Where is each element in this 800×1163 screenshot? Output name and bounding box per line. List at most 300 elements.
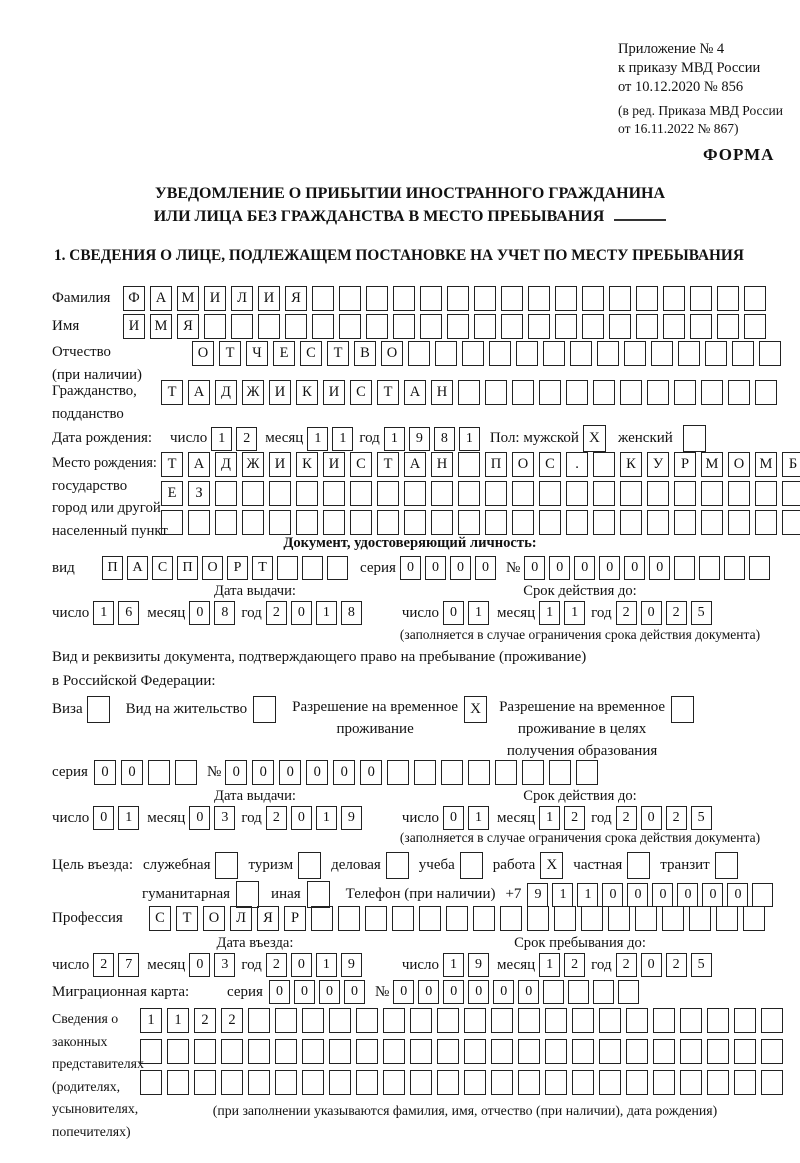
- form-cell[interactable]: [620, 380, 642, 405]
- form-cell[interactable]: [175, 760, 197, 785]
- form-cell[interactable]: 0: [574, 556, 595, 580]
- form-cell[interactable]: 0: [425, 556, 446, 580]
- form-cell[interactable]: И: [269, 380, 291, 405]
- form-cell[interactable]: 0: [624, 556, 645, 580]
- form-cell[interactable]: [749, 556, 770, 580]
- form-cell[interactable]: [572, 1039, 594, 1064]
- form-cell[interactable]: [599, 1008, 621, 1033]
- form-cell[interactable]: [743, 906, 765, 931]
- form-cell[interactable]: [485, 510, 507, 535]
- form-cell[interactable]: [327, 556, 348, 580]
- form-cell[interactable]: 0: [344, 980, 365, 1004]
- form-cell[interactable]: 0: [291, 806, 312, 830]
- form-cell[interactable]: [435, 341, 457, 366]
- form-cell[interactable]: 1: [443, 953, 464, 977]
- form-cell[interactable]: [495, 760, 517, 785]
- form-cell[interactable]: Я: [257, 906, 279, 931]
- form-cell[interactable]: 2: [666, 953, 687, 977]
- form-cell[interactable]: 0: [443, 806, 464, 830]
- form-cell[interactable]: 0: [677, 883, 698, 907]
- form-cell[interactable]: [518, 1008, 540, 1033]
- form-cell[interactable]: [755, 380, 777, 405]
- form-cell[interactable]: 2: [616, 601, 637, 625]
- form-cell[interactable]: И: [258, 286, 280, 311]
- form-cell[interactable]: 2: [616, 806, 637, 830]
- sex-female-checkbox[interactable]: [683, 425, 706, 452]
- form-cell[interactable]: [624, 341, 646, 366]
- form-cell[interactable]: [410, 1008, 432, 1033]
- form-cell[interactable]: 1: [468, 806, 489, 830]
- form-cell[interactable]: 0: [400, 556, 421, 580]
- form-cell[interactable]: [420, 286, 442, 311]
- form-cell[interactable]: [555, 286, 577, 311]
- purpose-rabota-checkbox[interactable]: X: [540, 852, 563, 879]
- form-cell[interactable]: Т: [377, 380, 399, 405]
- form-cell[interactable]: [462, 341, 484, 366]
- form-cell[interactable]: [458, 481, 480, 506]
- form-cell[interactable]: [782, 510, 800, 535]
- form-cell[interactable]: [221, 1039, 243, 1064]
- form-cell[interactable]: [543, 980, 564, 1004]
- form-cell[interactable]: 0: [225, 760, 247, 785]
- form-cell[interactable]: [734, 1039, 756, 1064]
- form-cell[interactable]: О: [512, 452, 534, 477]
- form-cell[interactable]: Д: [215, 452, 237, 477]
- form-cell[interactable]: 0: [269, 980, 290, 1004]
- form-cell[interactable]: [489, 341, 511, 366]
- form-cell[interactable]: [572, 1008, 594, 1033]
- purpose-turizm-checkbox[interactable]: [298, 852, 321, 879]
- form-cell[interactable]: Я: [177, 314, 199, 339]
- form-cell[interactable]: [242, 510, 264, 535]
- form-cell[interactable]: 0: [602, 883, 623, 907]
- form-cell[interactable]: 9: [527, 883, 548, 907]
- form-cell[interactable]: [539, 380, 561, 405]
- form-cell[interactable]: 6: [118, 601, 139, 625]
- form-cell[interactable]: [485, 380, 507, 405]
- form-cell[interactable]: Ф: [123, 286, 145, 311]
- form-cell[interactable]: [626, 1070, 648, 1095]
- form-cell[interactable]: [323, 510, 345, 535]
- form-cell[interactable]: [527, 906, 549, 931]
- form-cell[interactable]: Н: [431, 380, 453, 405]
- form-cell[interactable]: [518, 1039, 540, 1064]
- form-cell[interactable]: [365, 906, 387, 931]
- form-cell[interactable]: [599, 1039, 621, 1064]
- form-cell[interactable]: 9: [468, 953, 489, 977]
- form-cell[interactable]: 1: [539, 601, 560, 625]
- form-cell[interactable]: 1: [316, 601, 337, 625]
- form-cell[interactable]: У: [647, 452, 669, 477]
- form-cell[interactable]: [663, 314, 685, 339]
- form-cell[interactable]: А: [404, 380, 426, 405]
- form-cell[interactable]: [311, 906, 333, 931]
- form-cell[interactable]: [468, 760, 490, 785]
- form-cell[interactable]: 0: [641, 953, 662, 977]
- form-cell[interactable]: Ж: [242, 452, 264, 477]
- form-cell[interactable]: [653, 1039, 675, 1064]
- form-cell[interactable]: [755, 481, 777, 506]
- form-cell[interactable]: [680, 1039, 702, 1064]
- form-cell[interactable]: [473, 906, 495, 931]
- form-cell[interactable]: 0: [306, 760, 328, 785]
- form-cell[interactable]: О: [203, 906, 225, 931]
- form-cell[interactable]: [549, 760, 571, 785]
- form-cell[interactable]: Т: [377, 452, 399, 477]
- form-cell[interactable]: [366, 314, 388, 339]
- form-cell[interactable]: [194, 1070, 216, 1095]
- form-cell[interactable]: [593, 481, 615, 506]
- form-cell[interactable]: И: [123, 314, 145, 339]
- form-cell[interactable]: [707, 1008, 729, 1033]
- form-cell[interactable]: 2: [666, 806, 687, 830]
- form-cell[interactable]: [204, 314, 226, 339]
- form-cell[interactable]: 0: [450, 556, 471, 580]
- form-cell[interactable]: 0: [189, 806, 210, 830]
- form-cell[interactable]: [593, 510, 615, 535]
- form-cell[interactable]: [446, 906, 468, 931]
- form-cell[interactable]: П: [485, 452, 507, 477]
- form-cell[interactable]: 5: [691, 953, 712, 977]
- form-cell[interactable]: 0: [393, 980, 414, 1004]
- form-cell[interactable]: [377, 510, 399, 535]
- form-cell[interactable]: [285, 314, 307, 339]
- form-cell[interactable]: 0: [549, 556, 570, 580]
- form-cell[interactable]: 2: [266, 806, 287, 830]
- form-cell[interactable]: [528, 314, 550, 339]
- form-cell[interactable]: [528, 286, 550, 311]
- form-cell[interactable]: А: [188, 380, 210, 405]
- form-cell[interactable]: 0: [641, 601, 662, 625]
- form-cell[interactable]: [570, 341, 592, 366]
- form-cell[interactable]: [500, 906, 522, 931]
- form-cell[interactable]: [323, 481, 345, 506]
- form-cell[interactable]: [701, 380, 723, 405]
- form-cell[interactable]: 0: [93, 806, 114, 830]
- form-cell[interactable]: [626, 1039, 648, 1064]
- purpose-delovaya-checkbox[interactable]: [386, 852, 409, 879]
- form-cell[interactable]: [593, 980, 614, 1004]
- form-cell[interactable]: [338, 906, 360, 931]
- form-cell[interactable]: 1: [93, 601, 114, 625]
- form-cell[interactable]: [674, 556, 695, 580]
- form-cell[interactable]: 2: [564, 953, 585, 977]
- form-cell[interactable]: [653, 1070, 675, 1095]
- form-cell[interactable]: Е: [273, 341, 295, 366]
- form-cell[interactable]: [408, 341, 430, 366]
- form-cell[interactable]: [545, 1039, 567, 1064]
- form-cell[interactable]: [635, 906, 657, 931]
- form-cell[interactable]: [512, 380, 534, 405]
- form-cell[interactable]: [674, 481, 696, 506]
- form-cell[interactable]: [516, 341, 538, 366]
- form-cell[interactable]: [312, 286, 334, 311]
- form-cell[interactable]: [296, 481, 318, 506]
- form-cell[interactable]: [329, 1039, 351, 1064]
- form-cell[interactable]: [734, 1070, 756, 1095]
- form-cell[interactable]: Р: [227, 556, 248, 580]
- form-cell[interactable]: 1: [539, 953, 560, 977]
- form-cell[interactable]: [705, 341, 727, 366]
- form-cell[interactable]: 1: [211, 427, 232, 451]
- form-cell[interactable]: О: [202, 556, 223, 580]
- form-cell[interactable]: 0: [518, 980, 539, 1004]
- form-cell[interactable]: 7: [118, 953, 139, 977]
- form-cell[interactable]: [512, 510, 534, 535]
- form-cell[interactable]: К: [296, 380, 318, 405]
- form-cell[interactable]: 1: [167, 1008, 189, 1033]
- form-cell[interactable]: [419, 906, 441, 931]
- form-cell[interactable]: П: [177, 556, 198, 580]
- form-cell[interactable]: [593, 452, 615, 477]
- form-cell[interactable]: [329, 1008, 351, 1033]
- form-cell[interactable]: 2: [666, 601, 687, 625]
- purpose-ucheba-checkbox[interactable]: [460, 852, 483, 879]
- form-cell[interactable]: 0: [599, 556, 620, 580]
- form-cell[interactable]: 0: [727, 883, 748, 907]
- form-cell[interactable]: А: [404, 452, 426, 477]
- form-cell[interactable]: [140, 1039, 162, 1064]
- form-cell[interactable]: С: [539, 452, 561, 477]
- form-cell[interactable]: [626, 1008, 648, 1033]
- form-cell[interactable]: Я: [285, 286, 307, 311]
- form-cell[interactable]: [161, 510, 183, 535]
- form-cell[interactable]: Т: [161, 452, 183, 477]
- form-cell[interactable]: [707, 1039, 729, 1064]
- form-cell[interactable]: 2: [221, 1008, 243, 1033]
- form-cell[interactable]: [759, 341, 781, 366]
- form-cell[interactable]: [717, 314, 739, 339]
- form-cell[interactable]: [734, 1008, 756, 1033]
- form-cell[interactable]: [599, 1070, 621, 1095]
- form-cell[interactable]: Л: [231, 286, 253, 311]
- form-cell[interactable]: [339, 314, 361, 339]
- form-cell[interactable]: [582, 314, 604, 339]
- form-cell[interactable]: [680, 1070, 702, 1095]
- form-cell[interactable]: [566, 481, 588, 506]
- form-cell[interactable]: [620, 481, 642, 506]
- form-cell[interactable]: 0: [443, 980, 464, 1004]
- form-cell[interactable]: [674, 510, 696, 535]
- form-cell[interactable]: [242, 481, 264, 506]
- form-cell[interactable]: [732, 341, 754, 366]
- form-cell[interactable]: 0: [319, 980, 340, 1004]
- form-cell[interactable]: [663, 286, 685, 311]
- form-cell[interactable]: [716, 906, 738, 931]
- purpose-gumanitarnaya-checkbox[interactable]: [236, 881, 259, 908]
- form-cell[interactable]: [269, 510, 291, 535]
- purpose-tranzit-checkbox[interactable]: [715, 852, 738, 879]
- form-cell[interactable]: [545, 1070, 567, 1095]
- form-cell[interactable]: [647, 481, 669, 506]
- form-cell[interactable]: 0: [294, 980, 315, 1004]
- form-cell[interactable]: [724, 556, 745, 580]
- form-cell[interactable]: 0: [333, 760, 355, 785]
- form-cell[interactable]: [707, 1070, 729, 1095]
- form-cell[interactable]: [231, 314, 253, 339]
- form-cell[interactable]: [383, 1008, 405, 1033]
- form-cell[interactable]: М: [701, 452, 723, 477]
- form-cell[interactable]: [350, 481, 372, 506]
- form-cell[interactable]: [458, 380, 480, 405]
- form-cell[interactable]: [545, 1008, 567, 1033]
- form-cell[interactable]: 9: [341, 806, 362, 830]
- form-cell[interactable]: [761, 1070, 783, 1095]
- form-cell[interactable]: И: [204, 286, 226, 311]
- form-cell[interactable]: [447, 286, 469, 311]
- form-cell[interactable]: 2: [564, 806, 585, 830]
- form-cell[interactable]: 8: [434, 427, 455, 451]
- form-cell[interactable]: [647, 510, 669, 535]
- form-cell[interactable]: [329, 1070, 351, 1095]
- form-cell[interactable]: [755, 510, 777, 535]
- form-cell[interactable]: [717, 286, 739, 311]
- form-cell[interactable]: М: [755, 452, 777, 477]
- form-cell[interactable]: [609, 314, 631, 339]
- form-cell[interactable]: [248, 1039, 270, 1064]
- form-cell[interactable]: [647, 380, 669, 405]
- form-cell[interactable]: З: [188, 481, 210, 506]
- form-cell[interactable]: [258, 314, 280, 339]
- form-cell[interactable]: Е: [161, 481, 183, 506]
- form-cell[interactable]: 9: [409, 427, 430, 451]
- form-cell[interactable]: [728, 481, 750, 506]
- form-cell[interactable]: 0: [252, 760, 274, 785]
- form-cell[interactable]: [312, 314, 334, 339]
- form-cell[interactable]: [377, 481, 399, 506]
- form-cell[interactable]: [609, 286, 631, 311]
- form-cell[interactable]: 0: [189, 601, 210, 625]
- form-cell[interactable]: С: [300, 341, 322, 366]
- form-cell[interactable]: [302, 556, 323, 580]
- form-cell[interactable]: [458, 452, 480, 477]
- form-cell[interactable]: [597, 341, 619, 366]
- form-cell[interactable]: [566, 510, 588, 535]
- form-cell[interactable]: [248, 1008, 270, 1033]
- form-cell[interactable]: [576, 760, 598, 785]
- form-cell[interactable]: [275, 1008, 297, 1033]
- form-cell[interactable]: [618, 980, 639, 1004]
- form-cell[interactable]: [302, 1039, 324, 1064]
- form-cell[interactable]: Т: [176, 906, 198, 931]
- form-cell[interactable]: [437, 1039, 459, 1064]
- form-cell[interactable]: [491, 1070, 513, 1095]
- form-cell[interactable]: [701, 481, 723, 506]
- form-cell[interactable]: [356, 1008, 378, 1033]
- form-cell[interactable]: [420, 314, 442, 339]
- form-cell[interactable]: [458, 510, 480, 535]
- form-cell[interactable]: [302, 1070, 324, 1095]
- form-cell[interactable]: 0: [121, 760, 143, 785]
- purpose-sluzhebnaya-checkbox[interactable]: [215, 852, 238, 879]
- form-cell[interactable]: [277, 556, 298, 580]
- sex-male-checkbox[interactable]: X: [583, 425, 606, 452]
- form-cell[interactable]: [539, 481, 561, 506]
- form-cell[interactable]: [581, 906, 603, 931]
- form-cell[interactable]: 1: [332, 427, 353, 451]
- form-cell[interactable]: [356, 1039, 378, 1064]
- form-cell[interactable]: [464, 1008, 486, 1033]
- form-cell[interactable]: [752, 883, 773, 907]
- form-cell[interactable]: [572, 1070, 594, 1095]
- form-cell[interactable]: [393, 286, 415, 311]
- form-cell[interactable]: [491, 1039, 513, 1064]
- form-cell[interactable]: 1: [564, 601, 585, 625]
- form-cell[interactable]: [221, 1070, 243, 1095]
- form-cell[interactable]: [356, 1070, 378, 1095]
- form-cell[interactable]: [651, 341, 673, 366]
- form-cell[interactable]: [608, 906, 630, 931]
- form-cell[interactable]: П: [102, 556, 123, 580]
- form-cell[interactable]: Т: [161, 380, 183, 405]
- form-cell[interactable]: М: [177, 286, 199, 311]
- form-cell[interactable]: А: [188, 452, 210, 477]
- form-cell[interactable]: [437, 1008, 459, 1033]
- form-cell[interactable]: [501, 314, 523, 339]
- form-cell[interactable]: А: [127, 556, 148, 580]
- form-cell[interactable]: [148, 760, 170, 785]
- form-cell[interactable]: 0: [279, 760, 301, 785]
- form-cell[interactable]: 0: [524, 556, 545, 580]
- form-cell[interactable]: [414, 760, 436, 785]
- form-cell[interactable]: О: [381, 341, 403, 366]
- form-cell[interactable]: С: [149, 906, 171, 931]
- form-cell[interactable]: [568, 980, 589, 1004]
- form-cell[interactable]: [431, 510, 453, 535]
- form-cell[interactable]: [275, 1039, 297, 1064]
- form-cell[interactable]: И: [323, 452, 345, 477]
- form-cell[interactable]: [410, 1039, 432, 1064]
- form-cell[interactable]: М: [150, 314, 172, 339]
- form-cell[interactable]: 1: [539, 806, 560, 830]
- form-cell[interactable]: 1: [307, 427, 328, 451]
- form-cell[interactable]: 8: [214, 601, 235, 625]
- purpose-inaya-checkbox[interactable]: [307, 881, 330, 908]
- form-cell[interactable]: 0: [94, 760, 116, 785]
- form-cell[interactable]: [662, 906, 684, 931]
- form-cell[interactable]: [636, 286, 658, 311]
- form-cell[interactable]: [485, 481, 507, 506]
- form-cell[interactable]: О: [728, 452, 750, 477]
- form-cell[interactable]: [555, 314, 577, 339]
- form-cell[interactable]: С: [350, 452, 372, 477]
- form-cell[interactable]: [701, 510, 723, 535]
- form-cell[interactable]: [474, 286, 496, 311]
- form-cell[interactable]: [474, 314, 496, 339]
- form-cell[interactable]: [491, 1008, 513, 1033]
- form-cell[interactable]: 1: [577, 883, 598, 907]
- form-cell[interactable]: [269, 481, 291, 506]
- form-cell[interactable]: 2: [266, 953, 287, 977]
- form-cell[interactable]: 1: [468, 601, 489, 625]
- form-cell[interactable]: 2: [93, 953, 114, 977]
- form-cell[interactable]: [167, 1039, 189, 1064]
- form-cell[interactable]: И: [323, 380, 345, 405]
- form-cell[interactable]: [441, 760, 463, 785]
- form-cell[interactable]: 0: [468, 980, 489, 1004]
- form-cell[interactable]: 9: [341, 953, 362, 977]
- form-cell[interactable]: 1: [384, 427, 405, 451]
- form-cell[interactable]: [431, 481, 453, 506]
- form-cell[interactable]: [302, 1008, 324, 1033]
- form-cell[interactable]: [464, 1039, 486, 1064]
- form-cell[interactable]: [387, 760, 409, 785]
- purpose-chastnaya-checkbox[interactable]: [627, 852, 650, 879]
- form-cell[interactable]: [167, 1070, 189, 1095]
- form-cell[interactable]: [296, 510, 318, 535]
- form-cell[interactable]: [653, 1008, 675, 1033]
- form-cell[interactable]: [248, 1070, 270, 1095]
